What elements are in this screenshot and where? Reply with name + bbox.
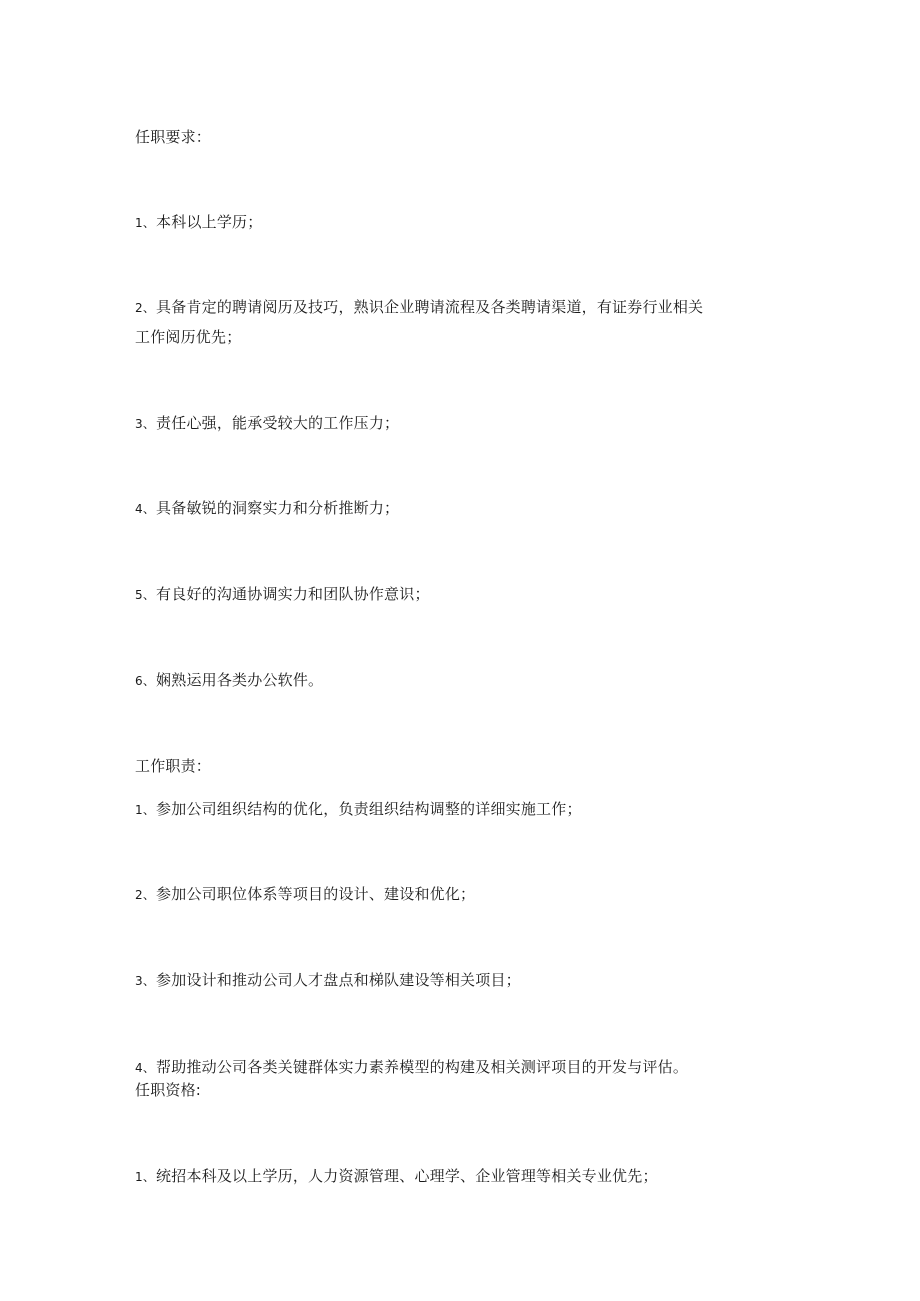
item-number: 2、 xyxy=(135,888,156,902)
requirement-item-6 xyxy=(135,670,323,691)
requirement-item-2-continuation: 工作阅历优先； xyxy=(135,328,242,346)
item-text: 参加公司职位体系等项目的设计、建设和优化； xyxy=(156,885,476,903)
requirement-item-1 xyxy=(135,212,262,233)
item-text: 娴熟运用各类办公软件。 xyxy=(156,671,324,689)
item-number: 3、 xyxy=(135,417,156,431)
item-text: 具备肯定的聘请阅历及技巧，熟识企业聘请流程及各类聘请渠道，有证券行业相关 xyxy=(156,298,704,316)
item-number: 1、 xyxy=(135,803,156,817)
duty-item-4 xyxy=(135,1057,688,1078)
item-number: 6、 xyxy=(135,674,156,688)
requirement-item-2 xyxy=(135,297,703,318)
item-text: 本科以上学历； xyxy=(156,213,263,231)
item-number: 1、 xyxy=(135,1170,156,1184)
item-text: 统招本科及以上学历，人力资源管理、心理学、企业管理等相关专业优先； xyxy=(156,1167,658,1185)
section-heading-duties: 工作职责： xyxy=(135,757,212,775)
item-number: 3、 xyxy=(135,974,156,988)
section-heading-requirements: 任职要求： xyxy=(135,128,212,146)
section-heading-qualifications: 任职资格: xyxy=(135,1081,202,1099)
item-text: 具备敏锐的洞察实力和分析推断力； xyxy=(156,499,400,517)
item-number: 4、 xyxy=(135,1061,156,1075)
requirement-item-4 xyxy=(135,498,399,519)
item-text: 参加设计和推动公司人才盘点和梯队建设等相关项目； xyxy=(156,971,521,989)
item-number: 1、 xyxy=(135,216,156,230)
item-text: 参加公司组织结构的优化，负责组织结构调整的详细实施工作； xyxy=(156,800,582,818)
item-text: 帮助推动公司各类关键群体实力素养模型的构建及相关测评项目的开发与评估。 xyxy=(156,1058,689,1076)
item-text: 有良好的沟通协调实力和团队协作意识； xyxy=(156,585,430,603)
item-number: 2、 xyxy=(135,301,156,315)
item-number: 4、 xyxy=(135,502,156,516)
item-number: 5、 xyxy=(135,588,156,602)
requirement-item-5 xyxy=(135,584,430,605)
qualification-item-1 xyxy=(135,1166,658,1187)
item-text: 责任心强，能承受较大的工作压力； xyxy=(156,414,400,432)
requirement-item-3 xyxy=(135,413,399,434)
duty-item-2 xyxy=(135,884,475,905)
duty-item-1 xyxy=(135,799,582,820)
duty-item-3 xyxy=(135,970,521,991)
